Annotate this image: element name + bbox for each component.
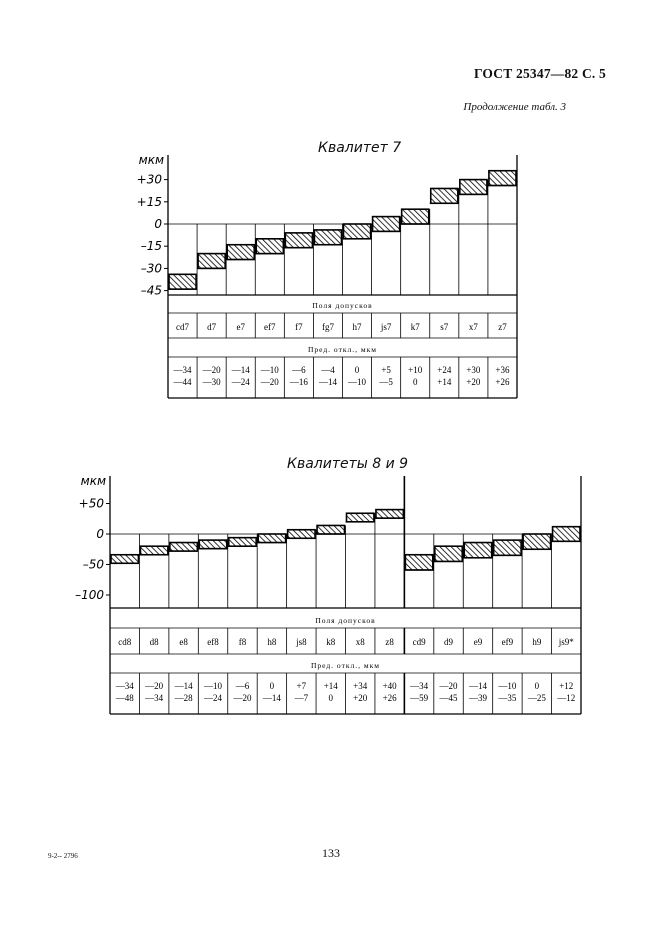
chart2-lower-deviation: —24 [204, 693, 223, 703]
chart1-upper-deviation: —14 [231, 365, 250, 375]
chart1-upper-deviation: —34 [173, 365, 192, 375]
chart1-field-label: ef7 [264, 322, 276, 332]
chart1-upper-deviation: +36 [495, 365, 510, 375]
chart2-upper-deviation: —20 [439, 681, 458, 691]
chart2-upper-deviation: +12 [559, 681, 574, 691]
chart2-tolerance-bar-ef9 [494, 540, 521, 555]
chart1-tolerance-bar-ef7 [256, 239, 283, 254]
chart1-upper-deviation: +24 [437, 365, 452, 375]
chart1-tolerance-bar-x7 [460, 180, 487, 195]
page-header: ГОСТ 25347—82 С. 5 [473, 66, 606, 81]
chart2-field-label: h9 [532, 637, 542, 647]
chart1-lower-deviation: +20 [466, 377, 481, 387]
chart1-upper-deviation: 0 [354, 365, 360, 375]
chart1-tolerance-bar-js7 [373, 217, 400, 232]
chart1-y-tick-label: +15 [136, 194, 162, 209]
chart2-lower-deviation: +26 [382, 693, 397, 703]
chart2-tolerance-bar-x8 [347, 513, 374, 522]
chart2-lower-deviation: —34 [145, 693, 164, 703]
chart2-upper-deviation: +7 [296, 681, 307, 691]
chart2-lower-deviation: 0 [328, 693, 334, 703]
chart1-unit-label: мкм [138, 153, 164, 167]
chart2-upper-deviation: —10 [498, 681, 517, 691]
chart2-tolerance-bar-z8 [376, 510, 403, 519]
chart1-field-label: x7 [468, 322, 478, 332]
chart1-lower-deviation: —44 [173, 377, 192, 387]
chart1-tolerance-bar-e7 [227, 245, 254, 260]
chart2-upper-deviation: —34 [410, 681, 429, 691]
chart1-y-tick-label: +30 [136, 172, 162, 187]
chart2-lower-deviation: —45 [439, 693, 458, 703]
chart2-tolerance-bar-js8 [288, 530, 315, 539]
chart1-field-label: d7 [207, 322, 217, 332]
chart2-upper-deviation: +14 [323, 681, 338, 691]
chart2-field-label: ef8 [207, 637, 219, 647]
chart1-lower-deviation: 0 [412, 377, 418, 387]
chart1-upper-deviation: +5 [381, 365, 391, 375]
chart1-lower-deviation: —20 [260, 377, 279, 387]
chart1-tolerance-bar-fg7 [314, 230, 341, 245]
chart1-upper-deviation: —10 [260, 365, 279, 375]
chart1-field-label: f7 [295, 322, 303, 332]
chart2-lower-deviation: —48 [115, 693, 134, 703]
chart2-tolerance-bar-h8 [258, 534, 285, 543]
chart2-upper-deviation: —14 [468, 681, 487, 691]
chart1-tolerance-bar-f7 [285, 233, 312, 248]
chart2-upper-deviation: +34 [353, 681, 368, 691]
chart2-field-label: d9 [444, 637, 454, 647]
chart2-lower-deviation: —35 [498, 693, 517, 703]
chart1-field-label: e7 [236, 322, 245, 332]
chart1-upper-deviation: —4 [321, 365, 335, 375]
chart2-fields-header: Поля допусков [315, 616, 376, 625]
chart1-title: Квалитет 7 [318, 140, 402, 156]
chart2-lower-deviation: —14 [262, 693, 281, 703]
chart2-lower-deviation: —59 [410, 693, 429, 703]
chart2-field-label: js8 [296, 637, 307, 647]
chart2-lower-deviation: +20 [353, 693, 368, 703]
chart2-field-label: js9* [558, 637, 574, 647]
chart2-upper-deviation: —6 [235, 681, 250, 691]
chart2-lower-deviation: —7 [294, 693, 309, 703]
chart2-deviations-header: Пред. откл., мкм [310, 661, 381, 670]
chart1-field-label: js7 [380, 322, 392, 332]
chart2-y-tick-label: –100 [75, 588, 104, 602]
chart2-upper-deviation: —34 [115, 681, 134, 691]
chart1-lower-deviation: —5 [379, 377, 393, 387]
chart2-y-tick-label: –50 [82, 557, 104, 572]
chart2-tolerance-bar-e9 [464, 543, 491, 558]
chart2-tolerance-bar-e8 [170, 543, 197, 552]
chart2-lower-deviation: —39 [468, 693, 487, 703]
chart1-lower-deviation: —30 [202, 377, 221, 387]
chart2-upper-deviation: —20 [145, 681, 164, 691]
chart2-tolerance-bar-d8 [140, 546, 167, 555]
chart1-y-tick-label: –30 [140, 261, 162, 276]
chart2-unit-label: мкм [80, 474, 106, 488]
chart2-tolerance-bar-cd9 [405, 555, 432, 570]
chart2-field-label: x8 [355, 637, 365, 647]
chart2-tolerance-bar-d9 [435, 546, 462, 561]
chart1-field-label: z7 [498, 322, 507, 332]
chart1-lower-deviation: +26 [495, 377, 510, 387]
chart1-tolerance-bar-cd7 [169, 274, 196, 289]
chart1-y-tick-label: –45 [140, 283, 162, 298]
chart2-upper-deviation: +40 [382, 681, 397, 691]
chart2-tolerance-bar-js9* [553, 527, 580, 542]
chart2-y-tick-label: 0 [96, 527, 104, 541]
chart1-field-label: cd7 [176, 322, 190, 332]
chart2-field-label: cd9 [412, 637, 426, 647]
chart1-field-label: fg7 [321, 322, 334, 332]
chart1-y-tick-label: 0 [154, 217, 162, 231]
chart2-upper-deviation: —14 [174, 681, 193, 691]
chart2-title: Квалитеты 8 и 9 [287, 456, 409, 472]
chart2-field-label: d8 [149, 637, 159, 647]
chart1-field-label: k7 [410, 322, 420, 332]
chart1-field-label: h7 [352, 322, 362, 332]
chart1-tolerance-bar-d7 [198, 254, 225, 269]
chart2-field-label: e9 [473, 637, 483, 647]
chart1-tolerance-bar-s7 [431, 188, 458, 203]
chart1-upper-deviation: —20 [202, 365, 221, 375]
chart1-y-tick-label: –15 [140, 239, 162, 254]
chart1-tolerance-bar-h7 [344, 224, 371, 239]
chart2-lower-deviation: —25 [527, 693, 546, 703]
chart2-field-label: z8 [385, 637, 394, 647]
chart2-upper-deviation: 0 [269, 681, 275, 691]
chart1-deviations-header: Пред. откл., мкм [307, 345, 378, 354]
chart2-lower-deviation: —28 [174, 693, 193, 703]
page-number: 133 [322, 846, 340, 860]
chart1-upper-deviation: +10 [408, 365, 423, 375]
chart1-upper-deviation: +30 [466, 365, 481, 375]
chart2-tolerance-bar-k8 [317, 525, 344, 534]
chart2-upper-deviation: —10 [204, 681, 223, 691]
chart2-tolerance-bar-ef8 [199, 540, 226, 549]
chart1-lower-deviation: —16 [289, 377, 308, 387]
chart2-lower-deviation: —12 [557, 693, 576, 703]
chart1-field-label: s7 [440, 322, 449, 332]
chart2-field-label: h8 [267, 637, 277, 647]
chart1-upper-deviation: —6 [292, 365, 306, 375]
chart2-lower-deviation: —20 [233, 693, 252, 703]
chart1-lower-deviation: —14 [318, 377, 337, 387]
chart2-field-label: k8 [326, 637, 336, 647]
chart1-lower-deviation: —24 [231, 377, 250, 387]
chart1-tolerance-bar-k7 [402, 209, 429, 224]
print-code: 9-2-- 2796 [48, 852, 78, 860]
chart1-tolerance-bar-z7 [489, 171, 516, 186]
chart2-upper-deviation: 0 [534, 681, 540, 691]
chart2-field-label: f8 [238, 637, 247, 647]
chart1-fields-header: Поля допусков [312, 301, 373, 310]
chart2-field-label: cd8 [118, 637, 132, 647]
chart1-lower-deviation: +14 [437, 377, 452, 387]
chart2-field-label: ef9 [501, 637, 514, 647]
chart2-tolerance-bar-h9 [523, 534, 550, 549]
table-continuation-note: Продолжение табл. 3 [463, 101, 566, 113]
chart2-y-tick-label: +50 [78, 496, 104, 511]
chart1-lower-deviation: —10 [348, 377, 367, 387]
chart2-tolerance-bar-cd8 [111, 555, 138, 564]
chart2-tolerance-bar-f8 [229, 538, 256, 547]
chart2-field-label: e8 [179, 637, 188, 647]
